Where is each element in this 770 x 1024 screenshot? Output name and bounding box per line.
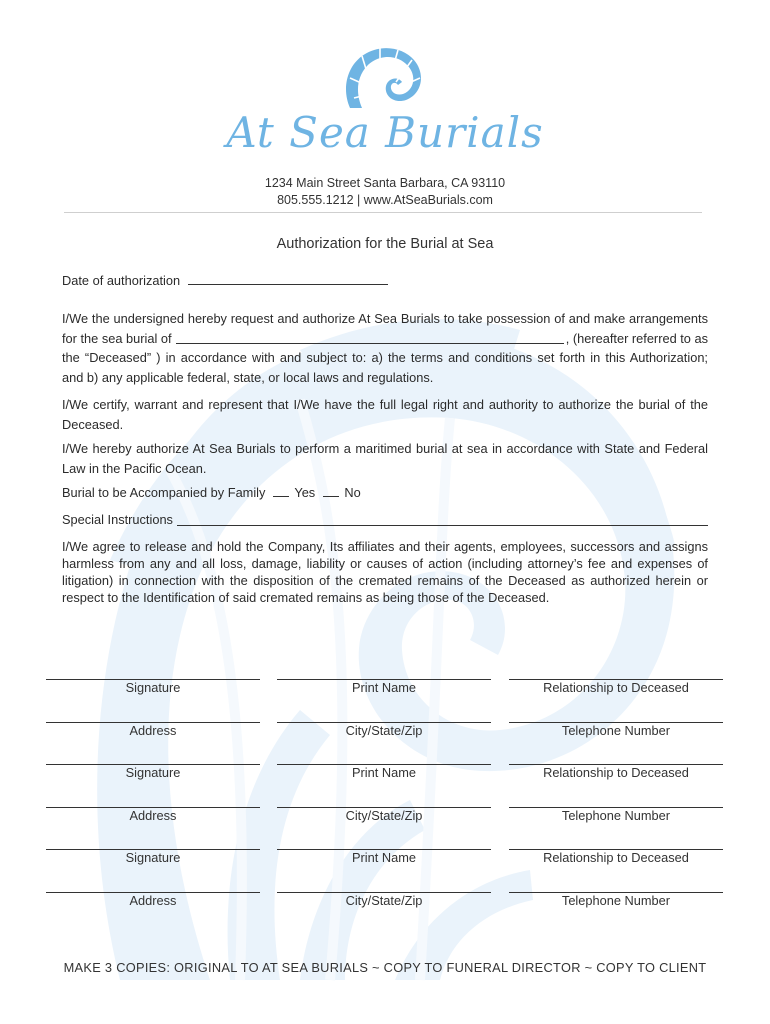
nautilus-shell-icon [340,42,430,112]
family-accompany-row [62,483,708,503]
request-paragraph [62,309,708,387]
date-of-authorization-row [62,271,708,291]
relationship-to-deceased-label: Relationship to Deceased [543,850,689,866]
telephone-number-label: Telephone Number [561,893,671,908]
company-address-block [0,175,770,209]
date-field[interactable] [188,271,388,285]
city-state-zip-label: City/State/Zip [345,807,423,823]
special-instructions-row [62,510,708,530]
address-label: Address [129,722,177,738]
document-title: Authorization for the Burial at Sea [276,236,494,252]
print-name-label: Print Name [351,850,416,866]
city-state-zip-label: City/State/Zip [345,893,423,908]
print-name-label: Print Name [351,765,416,781]
special-instructions-label: Special Instructions [62,512,173,527]
request-line-1: I/We the undersigned hereby request and authorize At Sea Burials to take possession of and make arrangements [62,311,708,326]
signature-label: Signature [125,850,181,866]
brand-logo [0,42,770,172]
yes-label: Yes [294,485,316,500]
no-checkbox-line[interactable] [323,483,339,497]
certify-paragraph: I/We certify, warrant and represent that I/We have the full legal right and authority to authorize the burial of the Deceased. [62,397,708,432]
relationship-to-deceased-label: Relationship to Deceased [543,680,689,695]
release-paragraph: I/We agree to release and hold the Company, Its affiliates and their agents, employees, successors and assigns harmless from any and all loss, damage, liability or causes of action (including attorney’s fee and expenses of litigation) in connection with the disposition of the cremated remains of the Deceased as authorized herein or respect to the Identification of said cremated remains as being those of the Deceased. [62,539,708,605]
request-line-2 [62,329,708,349]
request-line-3: the “Deceased” ) in accordance with and subject to: a) the terms and conditions set forth in this Authorization; [62,350,708,365]
family-label: Burial to be Accompanied by Family [62,485,266,500]
sea-burial-label: for the sea burial of [62,330,172,346]
copies-instruction: MAKE 3 COPIES: ORIGINAL TO AT SEA BURIALS ~ COPY TO FUNERAL DIRECTOR ~ COPY TO CLIENT [63,960,707,975]
contact-line: 805.555.1212 | www.AtSeaBurials.com [277,193,493,207]
signature-label: Signature [125,765,181,781]
hereafter-text: , (hereafter referred to as [565,330,708,346]
no-label: No [344,485,361,500]
date-label: Date of authorization [62,273,181,288]
print-name-label: Print Name [351,680,416,695]
signature-label: Signature [125,680,181,695]
telephone-number-label: Telephone Number [561,807,671,823]
city-state-zip-label: City/State/Zip [345,722,423,738]
special-instructions-field[interactable] [177,512,708,526]
street-address: 1234 Main Street Santa Barbara, CA 93110 [264,176,506,190]
address-label: Address [129,893,177,908]
yes-checkbox-line[interactable] [273,483,289,497]
address-label: Address [129,807,177,823]
relationship-to-deceased-label: Relationship to Deceased [543,765,689,781]
deceased-name-field[interactable] [176,330,564,344]
header-divider [64,212,702,213]
brand-wordmark: At Sea Burials [226,108,544,157]
request-line-4: and b) any applicable federal, state, or local laws and regulations. [62,369,434,385]
telephone-number-label: Telephone Number [561,722,671,738]
authorize-paragraph: I/We hereby authorize At Sea Burials to perform a maritimed burial at sea in accordance with State and Federal Law in the Pacific Ocean. [62,441,708,476]
